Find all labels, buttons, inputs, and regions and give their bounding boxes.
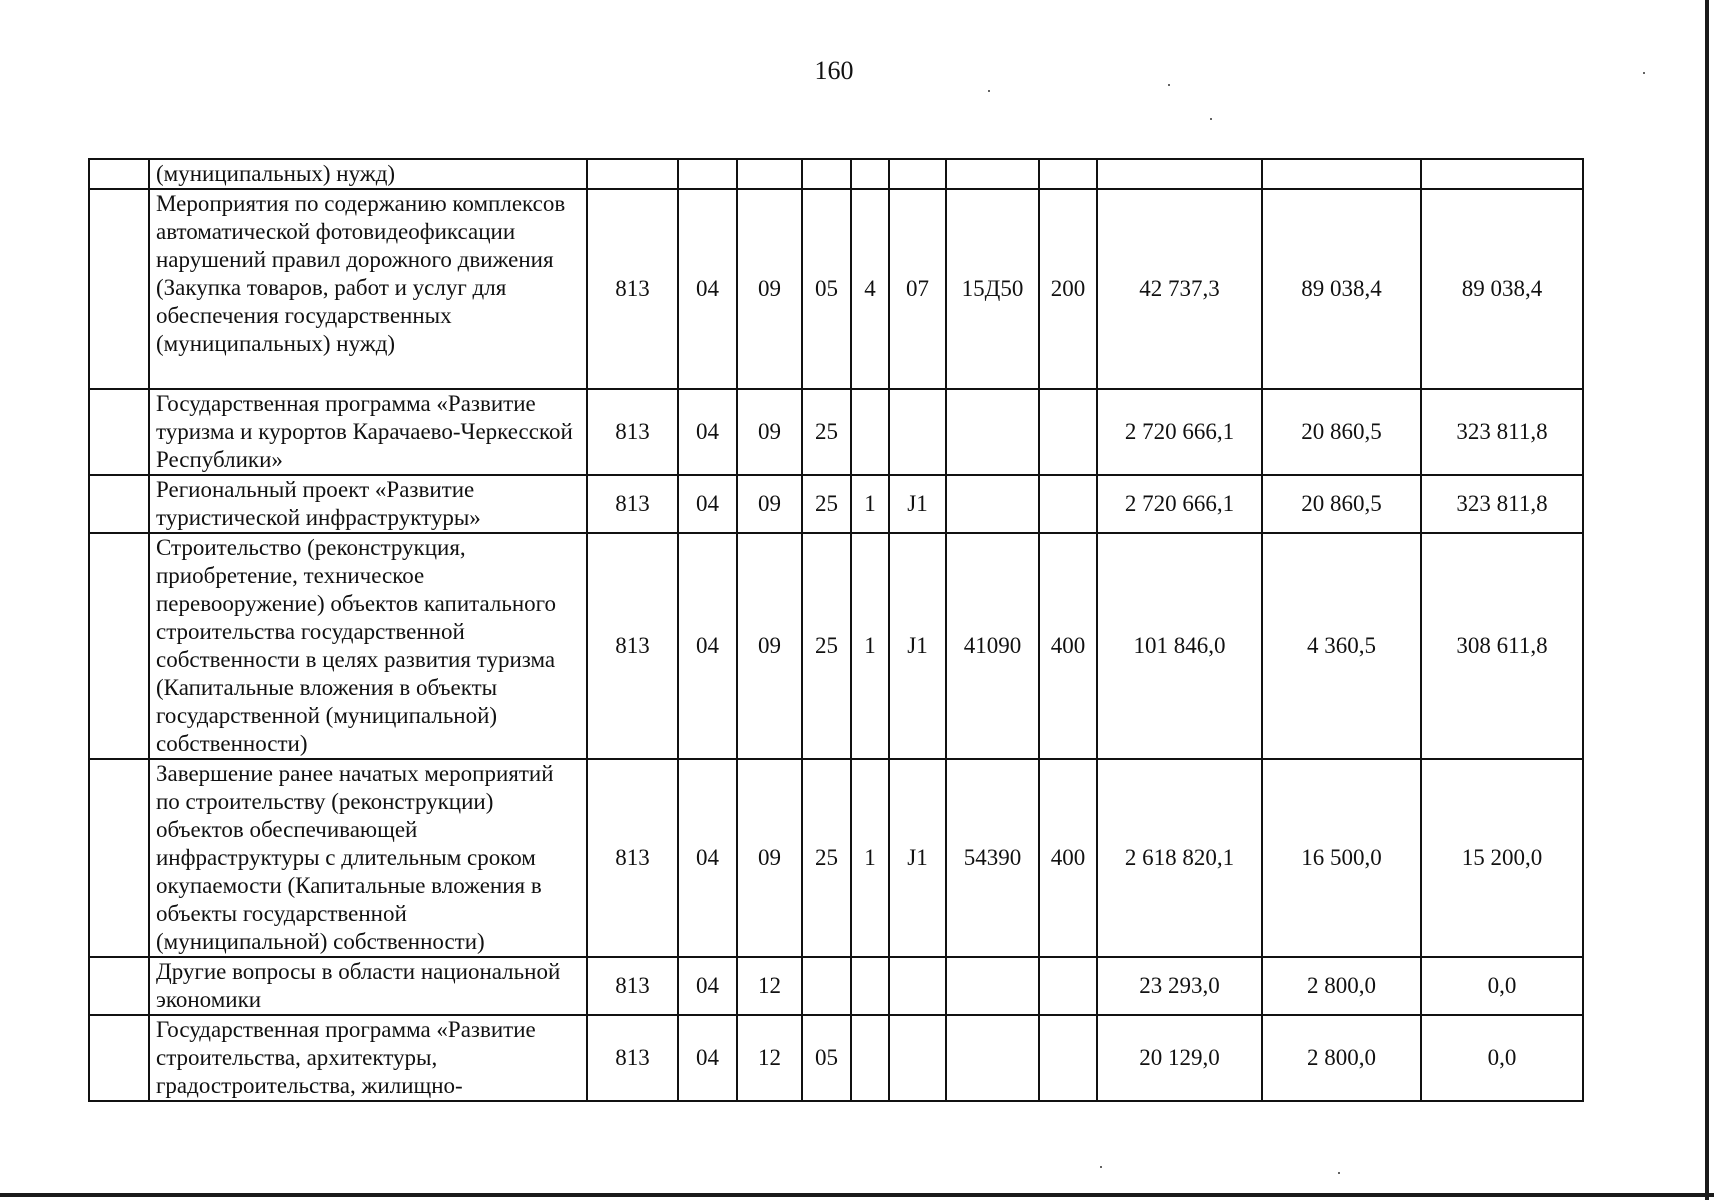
direction-code-cell: 54390 (946, 759, 1039, 957)
subprogram-code-cell: 1 (851, 759, 889, 957)
amount-year1-cell (1097, 159, 1262, 189)
ministry-code-cell: 813 (587, 759, 678, 957)
amount-year2-cell: 2 800,0 (1262, 1015, 1421, 1101)
amount-year3-cell: 89 038,4 (1421, 189, 1583, 389)
page-border-bottom (0, 1193, 1714, 1197)
amount-year2-cell (1262, 159, 1421, 189)
program-code-cell: 25 (802, 759, 851, 957)
project-code-cell (889, 957, 946, 1015)
subsection-code-cell: 09 (737, 759, 802, 957)
amount-year3-cell: 15 200,0 (1421, 759, 1583, 957)
table-row (89, 1015, 1583, 1101)
amount-year1-cell: 23 293,0 (1097, 957, 1262, 1015)
program-code-cell (802, 957, 851, 1015)
program-code-cell: 25 (802, 533, 851, 759)
program-code-cell: 05 (802, 1015, 851, 1101)
direction-code-cell (946, 159, 1039, 189)
subprogram-code-cell (851, 389, 889, 475)
scan-speck (988, 90, 990, 92)
expense-type-cell (1039, 159, 1097, 189)
item-name-cell: Государственная программа «Развитие строительства, архитектуры, градостроительства, жилищно- (149, 1015, 587, 1101)
subprogram-code-cell: 1 (851, 475, 889, 533)
table-row (89, 957, 1583, 1015)
amount-year2-cell: 89 038,4 (1262, 189, 1421, 389)
ministry-code-cell: 813 (587, 389, 678, 475)
row-number-cell (89, 475, 149, 533)
amount-year3-cell: 308 611,8 (1421, 533, 1583, 759)
item-name-cell: Мероприятия по содержанию комплексов автоматической фотовидеофиксации нарушений правил дорожного движения (Закупка товаров, работ и услуг для обеспечения государственных (муниципальных) нужд) (149, 189, 587, 389)
item-name-cell: Строительство (реконструкция, приобретение, техническое перевооружение) объектов капитального строительства государственной собственности в целях развития туризма (Капитальные вложения в объекты государственной (муниципальной) собственности) (149, 533, 587, 759)
item-name-cell: Региональный проект «Развитие туристической инфраструктуры» (149, 475, 587, 533)
amount-year3-cell: 323 811,8 (1421, 389, 1583, 475)
scan-speck (1210, 118, 1212, 120)
amount-year3-cell: 0,0 (1421, 957, 1583, 1015)
amount-year1-cell: 101 846,0 (1097, 533, 1262, 759)
program-code-cell: 05 (802, 189, 851, 389)
subprogram-code-cell: 1 (851, 533, 889, 759)
section-code-cell: 04 (678, 389, 737, 475)
project-code-cell: J1 (889, 475, 946, 533)
amount-year3-cell: 323 811,8 (1421, 475, 1583, 533)
project-code-cell (889, 389, 946, 475)
amount-year2-cell: 20 860,5 (1262, 475, 1421, 533)
section-code-cell: 04 (678, 1015, 737, 1101)
project-code-cell (889, 159, 946, 189)
subsection-code-cell (737, 159, 802, 189)
page-border-right (1705, 0, 1709, 1200)
direction-code-cell: 15Д50 (946, 189, 1039, 389)
program-code-cell: 25 (802, 475, 851, 533)
subsection-code-cell: 09 (737, 389, 802, 475)
amount-year1-cell: 2 618 820,1 (1097, 759, 1262, 957)
direction-code-cell (946, 957, 1039, 1015)
program-code-cell: 25 (802, 389, 851, 475)
subsection-code-cell: 12 (737, 957, 802, 1015)
section-code-cell: 04 (678, 475, 737, 533)
row-number-cell (89, 759, 149, 957)
section-code-cell (678, 159, 737, 189)
expense-type-cell (1039, 475, 1097, 533)
amount-year1-cell: 20 129,0 (1097, 1015, 1262, 1101)
expense-type-cell (1039, 957, 1097, 1015)
subprogram-code-cell (851, 957, 889, 1015)
section-code-cell: 04 (678, 759, 737, 957)
amount-year2-cell: 16 500,0 (1262, 759, 1421, 957)
section-code-cell: 04 (678, 189, 737, 389)
scan-speck (1168, 84, 1170, 86)
page-number: 160 (814, 56, 854, 85)
section-code-cell: 04 (678, 533, 737, 759)
section-code-cell: 04 (678, 957, 737, 1015)
direction-code-cell (946, 1015, 1039, 1101)
ministry-code-cell: 813 (587, 475, 678, 533)
table-row (89, 389, 1583, 475)
row-number-cell (89, 189, 149, 389)
amount-year2-cell: 4 360,5 (1262, 533, 1421, 759)
table-row (89, 475, 1583, 533)
direction-code-cell: 41090 (946, 533, 1039, 759)
item-name-cell: (муниципальных) нужд) (149, 159, 587, 189)
item-name-cell: Завершение ранее начатых мероприятий по строительству (реконструкции) объектов обеспечивающей инфраструктуры с длительным сроком окупаемости (Капитальные вложения в объекты государственной (муниципальной) собственности) (149, 759, 587, 957)
program-code-cell (802, 159, 851, 189)
item-name-cell: Другие вопросы в области национальной экономики (149, 957, 587, 1015)
subprogram-code-cell (851, 159, 889, 189)
expense-type-cell: 400 (1039, 759, 1097, 957)
expense-type-cell: 200 (1039, 189, 1097, 389)
ministry-code-cell: 813 (587, 1015, 678, 1101)
table-row (89, 533, 1583, 759)
ministry-code-cell: 813 (587, 957, 678, 1015)
amount-year1-cell: 2 720 666,1 (1097, 475, 1262, 533)
project-code-cell: J1 (889, 759, 946, 957)
subsection-code-cell: 09 (737, 533, 802, 759)
scan-speck (1338, 1172, 1340, 1174)
expense-type-cell (1039, 389, 1097, 475)
amount-year1-cell: 2 720 666,1 (1097, 389, 1262, 475)
table-row (89, 189, 1583, 389)
row-number-cell (89, 1015, 149, 1101)
amount-year1-cell: 42 737,3 (1097, 189, 1262, 389)
subprogram-code-cell (851, 1015, 889, 1101)
item-name-cell: Государственная программа «Развитие туризма и курортов Карачаево-Черкесской Республики» (149, 389, 587, 475)
project-code-cell (889, 1015, 946, 1101)
row-number-cell (89, 533, 149, 759)
project-code-cell: J1 (889, 533, 946, 759)
direction-code-cell (946, 475, 1039, 533)
ministry-code-cell (587, 159, 678, 189)
expense-type-cell: 400 (1039, 533, 1097, 759)
amount-year2-cell: 2 800,0 (1262, 957, 1421, 1015)
table-row (89, 159, 1583, 189)
scan-speck (1643, 72, 1645, 74)
amount-year3-cell (1421, 159, 1583, 189)
direction-code-cell (946, 389, 1039, 475)
amount-year2-cell: 20 860,5 (1262, 389, 1421, 475)
subsection-code-cell: 09 (737, 189, 802, 389)
subsection-code-cell: 09 (737, 475, 802, 533)
expense-type-cell (1039, 1015, 1097, 1101)
table-row (89, 759, 1583, 957)
row-number-cell (89, 957, 149, 1015)
table-body (89, 159, 1583, 1101)
scan-speck (1100, 1166, 1102, 1168)
ministry-code-cell: 813 (587, 533, 678, 759)
row-number-cell (89, 389, 149, 475)
ministry-code-cell: 813 (587, 189, 678, 389)
subsection-code-cell: 12 (737, 1015, 802, 1101)
row-number-cell (89, 159, 149, 189)
project-code-cell: 07 (889, 189, 946, 389)
budget-table (88, 158, 1584, 1102)
subprogram-code-cell: 4 (851, 189, 889, 389)
amount-year3-cell: 0,0 (1421, 1015, 1583, 1101)
